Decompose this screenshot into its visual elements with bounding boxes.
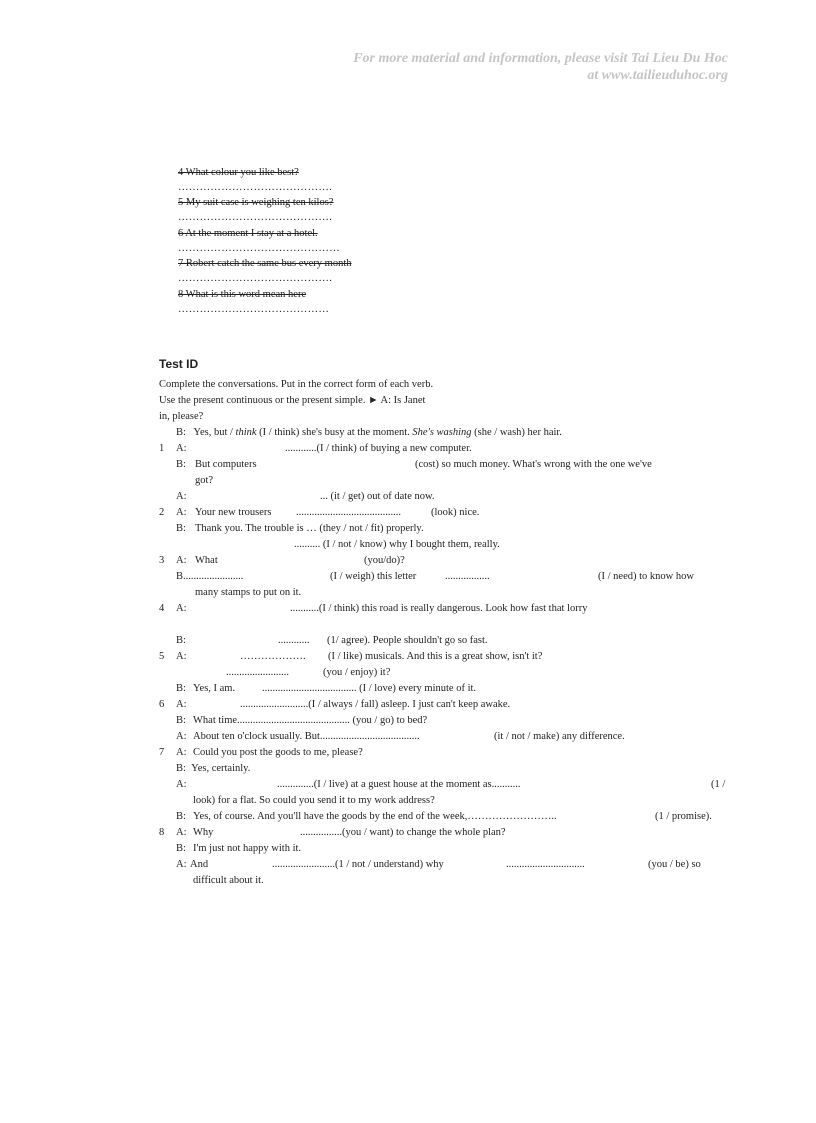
- example-b-line: B: Yes, but / think (I / think) she's busy at the moment. She's washing (she / wash) her hair.: [176, 427, 562, 438]
- correction-5: 5 My suit case is weighing ten kilos?: [178, 197, 334, 208]
- correction-7: 7 Robert catch the same bus every month: [178, 258, 352, 269]
- answer-line-4: …………………………………….: [178, 182, 333, 193]
- answer-line-5: …………………………………….: [178, 212, 333, 223]
- header-line-2: at www.tailieuduhoc.org: [587, 68, 728, 83]
- correction-4: 4 What colour you like best?: [178, 167, 299, 178]
- header-line-1: For more material and information, please visit Tai Lieu Du Hoc: [353, 51, 728, 66]
- instruction-line-2: Use the present continuous or the present simple. ► A: Is Janet: [159, 395, 426, 406]
- instruction-line-1: Complete the conversations. Put in the correct form of each verb.: [159, 379, 434, 390]
- instruction-line-3: in, please?: [159, 411, 204, 422]
- answer-line-6: ………………………………………: [178, 243, 340, 254]
- answer-line-7: …………………………………….: [178, 273, 333, 284]
- correction-8: 8 What is this word mean here: [178, 289, 307, 300]
- answer-line-8: ……………………………………: [178, 304, 330, 315]
- test-title: Test ID: [159, 357, 199, 371]
- correction-6: 6 At the moment I stay at a hotel.: [178, 228, 318, 239]
